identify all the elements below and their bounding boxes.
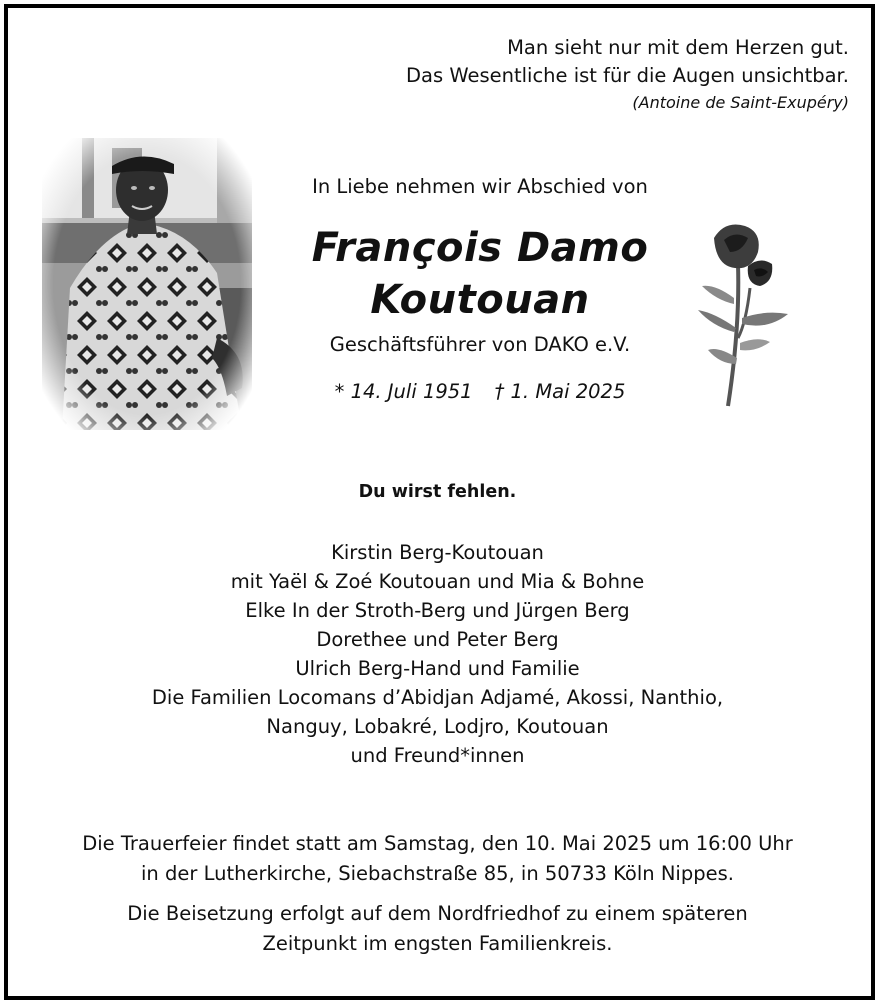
mourner-line: Kirstin Berg-Koutouan	[331, 541, 544, 564]
burial-line-2: Zeitpunkt im engsten Familienkreis.	[262, 932, 613, 955]
life-dates	[260, 380, 700, 403]
intro-text: In Liebe nehmen wir Abschied von	[312, 175, 648, 198]
name-line-1: François Damo	[311, 225, 649, 271]
service-info	[0, 829, 875, 889]
mourner-line: Nanguy, Lobakré, Lodjro, Koutouan	[266, 715, 609, 738]
burial-info	[0, 899, 875, 959]
mourners-list	[0, 538, 875, 770]
service-line-2: in der Lutherkirche, Siebachstraße 85, in 50733 Köln Nippes.	[141, 862, 734, 885]
service-line-1: Die Trauerfeier findet statt am Samstag, den 10. Mai 2025 um 16:00 Uhr	[82, 832, 793, 855]
quote-block	[406, 34, 849, 114]
mourner-line: mit Yaël & Zoé Koutouan und Mia & Bohne	[230, 570, 645, 593]
burial-line-1: Die Beisetzung erfolgt auf dem Nordfriedhof zu einem späteren	[127, 902, 748, 925]
quote-line-1: Man sieht nur mit dem Herzen gut.	[507, 36, 849, 59]
name-line-2: Koutouan	[370, 277, 590, 323]
deceased-name	[260, 222, 700, 326]
role-text: Geschäftsführer von DAKO e.V.	[329, 333, 631, 356]
rose-icon	[690, 218, 800, 410]
mourner-line: Elke In der Stroth-Berg und Jürgen Berg	[245, 599, 630, 622]
mourner-line: Ulrich Berg-Hand und Familie	[295, 657, 580, 680]
portrait-photo	[42, 138, 252, 430]
mourner-line: Die Familien Locomans d’Abidjan Adjamé, Akossi, Nanthio,	[151, 686, 724, 709]
quote-author: (Antoine de Saint-Exupéry)	[632, 93, 849, 112]
quote-line-2: Das Wesentliche ist für die Augen unsichtbar.	[406, 64, 849, 87]
farewell-line: Du wirst fehlen.	[358, 482, 517, 502]
birth-date: * 14. Juli 1951	[334, 380, 473, 403]
death-date: † 1. Mai 2025	[494, 380, 626, 403]
mourner-line: und Freund*innen	[350, 744, 525, 767]
mourner-line: Dorethee und Peter Berg	[316, 628, 559, 651]
